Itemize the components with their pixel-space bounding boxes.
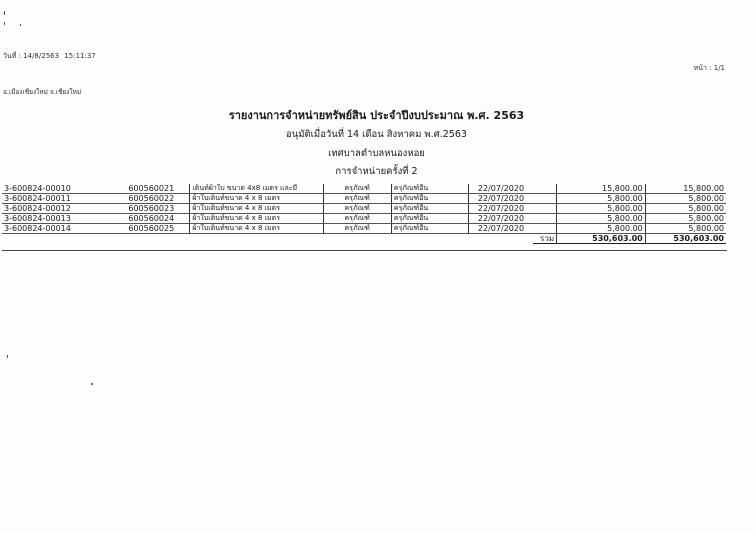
asset-number-cell: 600560021 <box>118 184 190 194</box>
asset-number-cell: 600560023 <box>118 204 190 214</box>
date-cell: 22/07/2020 <box>469 184 533 194</box>
cost-cell: 15,800.00 <box>557 184 646 194</box>
cost-cell: 5,800.00 <box>557 214 646 224</box>
table-row <box>2 214 726 224</box>
print-date: 14/8/2563 <box>23 52 60 60</box>
print-time: 15:11:37 <box>64 52 96 60</box>
subtype-cell: ครุภัณฑ์อื่น <box>391 204 469 214</box>
subtype-cell: ครุภัณฑ์อื่น <box>391 214 469 224</box>
table-row <box>2 224 726 234</box>
asset-code-cell: 3-600824-00011 <box>2 194 118 204</box>
value-cell: 5,800.00 <box>645 194 726 204</box>
disposal-table <box>2 184 726 244</box>
date-cell: 22/07/2020 <box>469 194 533 204</box>
scan-speck <box>20 24 21 26</box>
approval-line: อนุมัติเมื่อวันที่ 14 เดือน สิงหาคม พ.ศ.2563 <box>286 129 467 140</box>
date-cell: 22/07/2020 <box>469 204 533 214</box>
table-row <box>2 184 726 194</box>
report-title: รายงานการจำหน่ายทรัพย์สิน ประจำปีงบประมาณ พ.ศ. 2563 <box>228 109 525 122</box>
subtype-cell: ครุภัณฑ์อื่น <box>391 194 469 204</box>
description-cell: ผ้าใบเต็นท์ขนาด 4 x 8 เมตร <box>190 224 323 234</box>
type-cell: ครุภัณฑ์ <box>323 204 391 214</box>
cost-cell: 5,800.00 <box>557 194 646 204</box>
total-label: รวม <box>533 234 557 244</box>
type-cell: ครุภัณฑ์ <box>323 224 391 234</box>
value-cell: 5,800.00 <box>645 204 726 214</box>
asset-number-cell: 600560025 <box>118 224 190 234</box>
date-cell: 22/07/2020 <box>469 224 533 234</box>
type-cell: ครุภัณฑ์ <box>323 194 391 204</box>
table-row <box>2 204 726 214</box>
scan-speck <box>4 22 5 25</box>
organization-name: เทศบาลตำบลหนองหอย <box>328 148 425 159</box>
value-cell: 5,800.00 <box>645 214 726 224</box>
asset-number-cell: 600560024 <box>118 214 190 224</box>
scan-speck <box>7 355 8 358</box>
value-cell: 5,800.00 <box>645 224 726 234</box>
cost-cell: 5,800.00 <box>557 224 646 234</box>
print-date-label: วันที่ : <box>3 52 21 60</box>
asset-code-cell: 3-600824-00014 <box>2 224 118 234</box>
spacer-cell <box>533 214 557 224</box>
batch-number: การจำหน่ายครั้งที่ 2 <box>335 166 418 177</box>
date-cell: 22/07/2020 <box>469 214 533 224</box>
scan-speck <box>91 383 93 385</box>
asset-number-cell: 600560022 <box>118 194 190 204</box>
spacer-cell <box>2 234 533 244</box>
subtype-cell: ครุภัณฑ์อื่น <box>391 224 469 234</box>
total-value: 530,603.00 <box>645 234 726 244</box>
description-cell: ผ้าใบเต็นท์ขนาด 4 x 8 เมตร <box>190 204 323 214</box>
print-timestamp <box>3 51 96 62</box>
page-number <box>694 63 725 74</box>
cost-cell: 5,800.00 <box>557 204 646 214</box>
totals-row <box>2 234 726 244</box>
description-cell: เต็นท์ผ้าใบ ขนาด 4x8 เมตร และมี <box>190 184 323 194</box>
type-cell: ครุภัณฑ์ <box>323 184 391 194</box>
value-cell: 15,800.00 <box>645 184 726 194</box>
table-row <box>2 194 726 204</box>
page-label: หน้า : <box>693 64 712 72</box>
subtype-cell: ครุภัณฑ์อื่น <box>391 184 469 194</box>
spacer-cell <box>533 224 557 234</box>
type-cell: ครุภัณฑ์ <box>323 214 391 224</box>
asset-code-cell: 3-600824-00010 <box>2 184 118 194</box>
bottom-rule <box>2 250 727 251</box>
spacer-cell <box>533 204 557 214</box>
spacer-cell <box>533 184 557 194</box>
description-cell: ผ้าใบเต็นท์ขนาด 4 x 8 เมตร <box>190 194 323 204</box>
page-value: 1/1 <box>713 64 725 72</box>
asset-code-cell: 3-600824-00013 <box>2 214 118 224</box>
description-cell: ผ้าใบเต็นท์ขนาด 4 x 8 เมตร <box>190 214 323 224</box>
spacer-cell <box>533 194 557 204</box>
total-cost: 530,603.00 <box>557 234 646 244</box>
location-text: อ.เมืองเชียงใหม่ จ.เชียงใหม่ <box>3 88 82 96</box>
scan-speck <box>4 11 5 15</box>
asset-code-cell: 3-600824-00012 <box>2 204 118 214</box>
